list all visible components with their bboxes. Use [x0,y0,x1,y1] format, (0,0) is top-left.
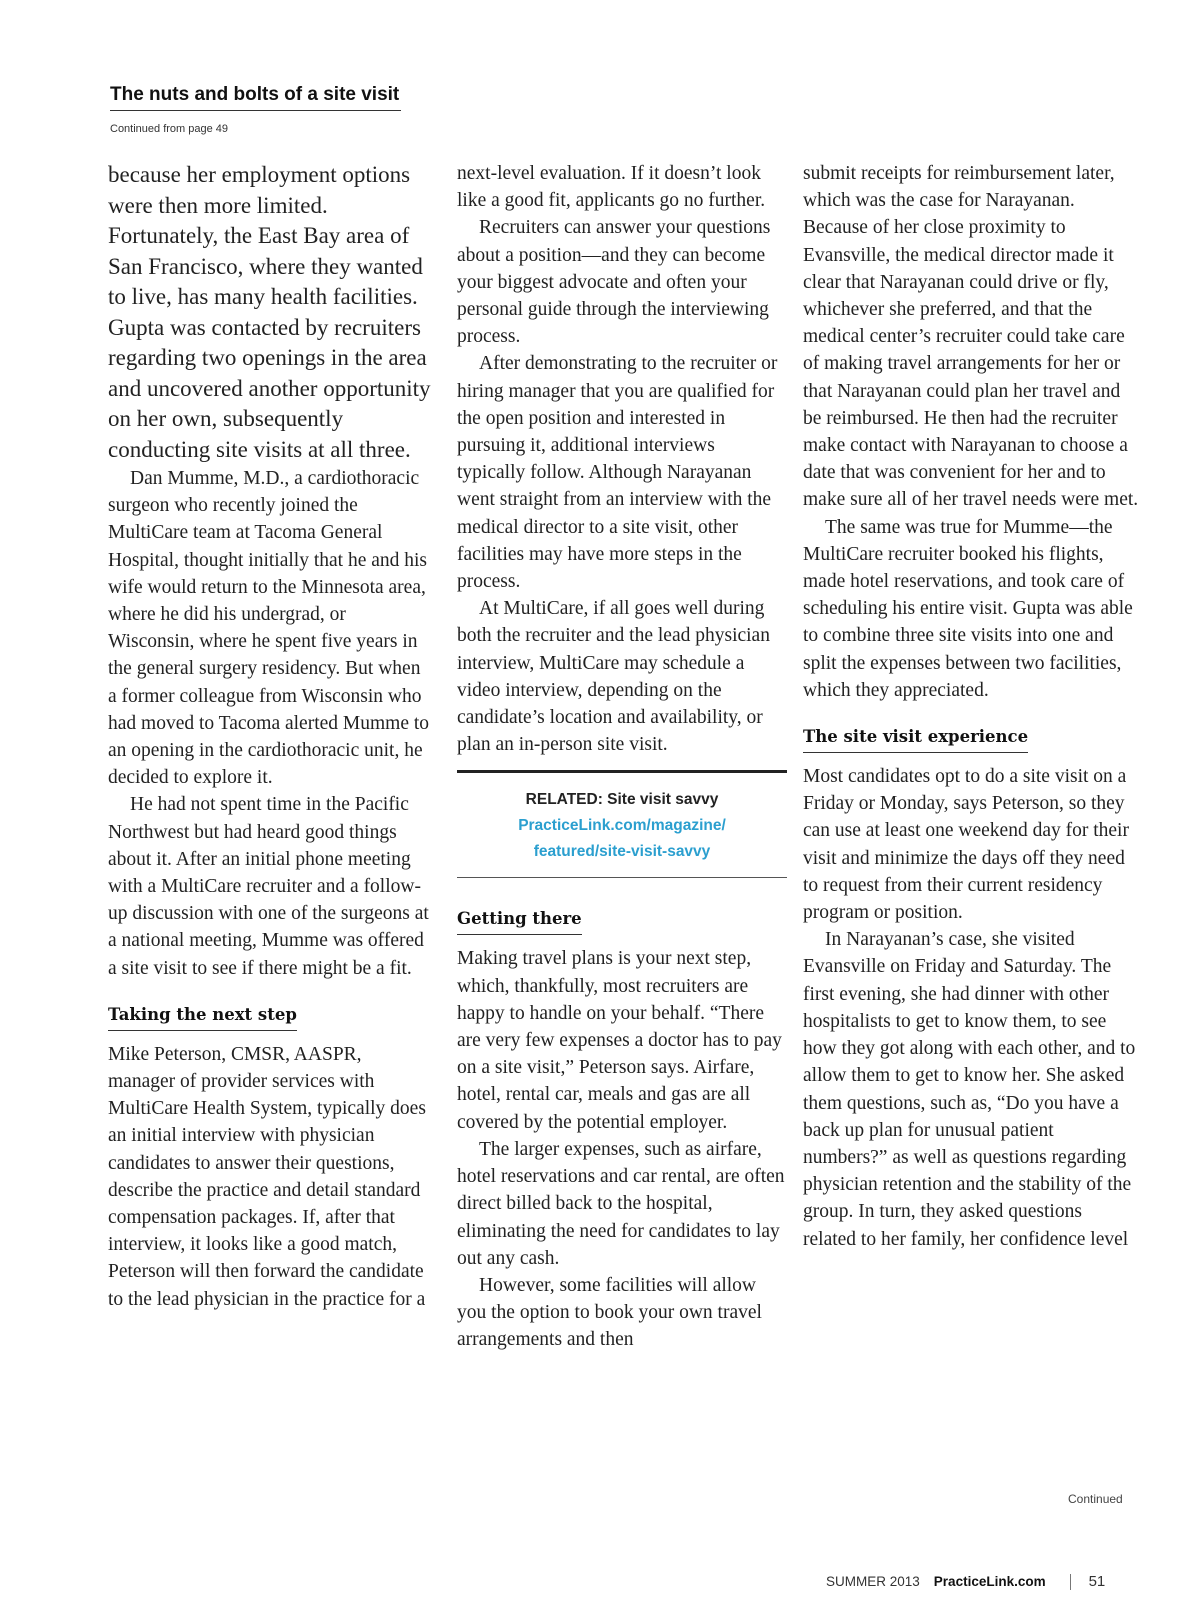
related-callout [457,770,787,878]
continued-note: Continued [1068,1492,1123,1506]
paragraph: Recruiters can answer your questions about a position—and they can become your biggest advocate and often your personal guide through the interviewing process. [457,217,771,348]
page-number: 51 [1088,1573,1106,1590]
paragraph: submit receipts for reimbursement later, which was the case for Narayanan. Because of her close proximity to Evansville, the medical director made it clear that Narayanan could drive or fly, whichever she preferred, and that the medical center’s recruiter could take care of making travel arrangements for her or that Narayanan could plan her travel and be reimbursed. He then had the recruiter make contact with Narayanan to choose a date that was convenient for her and to make sure all of her travel needs were met. [803,163,1139,511]
section-title: The nuts and bolts of a site visit [110,84,401,111]
site-name: PracticeLink.com [933,1574,1046,1589]
paragraph: He had not spent time in the Pacific Northwest but had heard good things about it. After an initial phone meeting with a MultiCare recruiter and a follow-up discussion with one of the surgeons at a national meeting, Mumme was offered a site visit to see if there might be a fit. [108,794,429,979]
issue-label: SUMMER 2013 [826,1574,920,1589]
subhead-site-visit-experience: The site visit experience [803,726,1028,753]
paragraph: Dan Mumme, M.D., a cardiothoracic surgeon who recently joined the MultiCare team at Tacoma General Hospital, thought initially that he and his wife would return to the Minnesota area, where he did his undergrad, or Wisconsin, where he spent five years in the general surgery residency. But when a former colleague from Wisconsin who had moved to Tacoma alerted Mumme to an opening in the cardiothoracic unit, he decided to explore it. [108,468,430,789]
footer-divider [1070,1574,1071,1590]
paragraph: next-level evaluation. If it doesn’t look like a good fit, applicants go no further. [457,163,766,212]
related-link-line-1[interactable]: PracticeLink.com/magazine/ [518,817,726,835]
page-footer [826,1573,1105,1590]
paragraph: The same was true for Mumme—the MultiCare recruiter booked his flights, made hotel reservations, and took care of scheduling his entire visit. Gupta was able to combine three site visits into one and split the expenses between two facilities, which they appreciated. [803,516,1133,701]
paragraph: Mike Peterson, CMSR, AASPR, manager of provider services with MultiCare Health System, typically does an initial interview with physician candidates to answer their questions, describe the practice and detail standard compensation packages. If, after that interview, it looks like a good match, Peterson will then forward the candidate to the lead physician in the practice for a [108,1043,426,1310]
related-label: RELATED: Site visit savvy [525,791,719,809]
continued-from-note: Continued from page 49 [110,123,229,135]
paragraph: After demonstrating to the recruiter or hiring manager that you are qualified for the open position and interested in pursuing it, additional interviews typically follow. Although Narayanan went straight from an interview with the medical director to a site visit, other facilities may have more steps in the process. [457,353,778,593]
paragraph: Most candidates opt to do a site visit on a Friday or Monday, says Peterson, so they can use at least one weekend day for their visit and minimize the days off they need to request from their current residency program or position. [803,766,1129,924]
article-column-2 [457,160,787,1354]
paragraph: The larger expenses, such as airfare, hotel reservations and car rental, are often direct billed back to the hospital, eliminating the need for candidates to lay out any cash. [457,1138,785,1269]
paragraph: because her employment options were then more limited. Fortunately, the East Bay area of San Francisco, where they wanted to live, has many health facilities. Gupta was contacted by recruiters regarding two openings in the area and uncovered another opportunity on her own, subsequently conducting site visits at all three. [108,162,431,462]
related-link-line-2[interactable]: featured/site-visit-savvy [533,843,711,861]
section-header [110,84,401,111]
paragraph: At MultiCare, if all goes well during both the recruiter and the lead physician interview, MultiCare may schedule a video interview, depending on the candidate’s location and availability, or plan an in-person site visit. [457,598,770,756]
article-column-1 [108,160,433,1313]
paragraph: However, some facilities will allow you the option to book your own travel arrangements and then [457,1274,762,1351]
subhead-taking-next-step: Taking the next step [108,1004,297,1031]
subhead-getting-there: Getting there [457,908,582,935]
paragraph: Making travel plans is your next step, which, thankfully, most recruiters are happy to handle on your behalf. “There are very few expenses a doctor has to pay on a site visit,” Peterson says. Airfare, hotel, rental car, meals and gas are all covered by the potential employer. [457,948,782,1133]
article-column-3 [803,160,1139,1253]
paragraph: In Narayanan’s case, she visited Evansville on Friday and Saturday. The first evening, she had dinner with other hospitalists to get to know them, to see how they got along with each other, and to allow them to get to know her. She asked them questions, such as, “Do you have a back up plan for unusual patient numbers?” as well as questions regarding physician retention and the stability of the group. In turn, they asked questions related to her family, her confidence level [803,929,1136,1250]
